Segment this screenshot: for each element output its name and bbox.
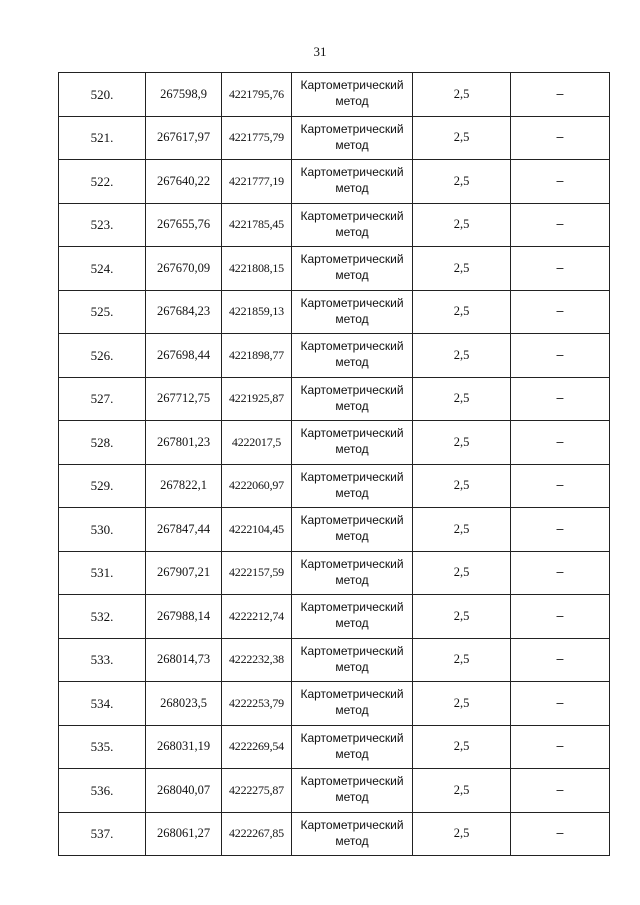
x-coordinate-cell: 268040,07 bbox=[146, 769, 222, 813]
method-cell: Картометрический метод bbox=[292, 551, 413, 595]
accuracy-cell: 2,5 bbox=[413, 638, 511, 682]
note-cell: – bbox=[511, 551, 610, 595]
y-coordinate-cell: 4222017,5 bbox=[222, 421, 292, 465]
y-coordinate-cell: 4221925,87 bbox=[222, 377, 292, 421]
point-number-cell: 533. bbox=[59, 638, 146, 682]
accuracy-cell: 2,5 bbox=[413, 160, 511, 204]
point-number-cell: 532. bbox=[59, 595, 146, 639]
table-row bbox=[59, 421, 610, 465]
note-cell: – bbox=[511, 725, 610, 769]
x-coordinate-cell: 267907,21 bbox=[146, 551, 222, 595]
point-number-cell: 525. bbox=[59, 290, 146, 334]
x-coordinate-cell: 267598,9 bbox=[146, 73, 222, 117]
note-cell: – bbox=[511, 377, 610, 421]
table-row bbox=[59, 377, 610, 421]
table-row bbox=[59, 812, 610, 856]
accuracy-cell: 2,5 bbox=[413, 508, 511, 552]
x-coordinate-cell: 267684,23 bbox=[146, 290, 222, 334]
method-cell: Картометрический метод bbox=[292, 769, 413, 813]
x-coordinate-cell: 267847,44 bbox=[146, 508, 222, 552]
point-number-cell: 535. bbox=[59, 725, 146, 769]
x-coordinate-cell: 267640,22 bbox=[146, 160, 222, 204]
x-coordinate-cell: 268061,27 bbox=[146, 812, 222, 856]
table-row bbox=[59, 247, 610, 291]
y-coordinate-cell: 4222104,45 bbox=[222, 508, 292, 552]
y-coordinate-cell: 4221775,79 bbox=[222, 116, 292, 160]
point-number-cell: 534. bbox=[59, 682, 146, 726]
point-number-cell: 520. bbox=[59, 73, 146, 117]
note-cell: – bbox=[511, 769, 610, 813]
method-cell: Картометрический метод bbox=[292, 247, 413, 291]
accuracy-cell: 2,5 bbox=[413, 421, 511, 465]
note-cell: – bbox=[511, 682, 610, 726]
table-row bbox=[59, 160, 610, 204]
note-cell: – bbox=[511, 290, 610, 334]
y-coordinate-cell: 4222232,38 bbox=[222, 638, 292, 682]
point-number-cell: 531. bbox=[59, 551, 146, 595]
point-number-cell: 521. bbox=[59, 116, 146, 160]
method-cell: Картометрический метод bbox=[292, 508, 413, 552]
method-cell: Картометрический метод bbox=[292, 595, 413, 639]
note-cell: – bbox=[511, 247, 610, 291]
x-coordinate-cell: 267698,44 bbox=[146, 334, 222, 378]
accuracy-cell: 2,5 bbox=[413, 464, 511, 508]
accuracy-cell: 2,5 bbox=[413, 595, 511, 639]
method-cell: Картометрический метод bbox=[292, 290, 413, 334]
accuracy-cell: 2,5 bbox=[413, 377, 511, 421]
table-row bbox=[59, 595, 610, 639]
table-row bbox=[59, 203, 610, 247]
y-coordinate-cell: 4221859,13 bbox=[222, 290, 292, 334]
accuracy-cell: 2,5 bbox=[413, 812, 511, 856]
method-cell: Картометрический метод bbox=[292, 682, 413, 726]
table-row bbox=[59, 551, 610, 595]
y-coordinate-cell: 4221808,15 bbox=[222, 247, 292, 291]
page-number: 31 bbox=[313, 44, 327, 59]
accuracy-cell: 2,5 bbox=[413, 247, 511, 291]
x-coordinate-cell: 267617,97 bbox=[146, 116, 222, 160]
note-cell: – bbox=[511, 508, 610, 552]
point-number-cell: 529. bbox=[59, 464, 146, 508]
y-coordinate-cell: 4222157,59 bbox=[222, 551, 292, 595]
point-number-cell: 537. bbox=[59, 812, 146, 856]
accuracy-cell: 2,5 bbox=[413, 290, 511, 334]
method-cell: Картометрический метод bbox=[292, 638, 413, 682]
method-cell: Картометрический метод bbox=[292, 812, 413, 856]
note-cell: – bbox=[511, 160, 610, 204]
table-row bbox=[59, 508, 610, 552]
coordinates-table bbox=[58, 72, 610, 856]
y-coordinate-cell: 4222253,79 bbox=[222, 682, 292, 726]
y-coordinate-cell: 4222060,97 bbox=[222, 464, 292, 508]
y-coordinate-cell: 4222267,85 bbox=[222, 812, 292, 856]
y-coordinate-cell: 4222269,54 bbox=[222, 725, 292, 769]
x-coordinate-cell: 267822,1 bbox=[146, 464, 222, 508]
x-coordinate-cell: 268031,19 bbox=[146, 725, 222, 769]
table-row bbox=[59, 334, 610, 378]
note-cell: – bbox=[511, 595, 610, 639]
x-coordinate-cell: 267670,09 bbox=[146, 247, 222, 291]
point-number-cell: 536. bbox=[59, 769, 146, 813]
point-number-cell: 522. bbox=[59, 160, 146, 204]
accuracy-cell: 2,5 bbox=[413, 682, 511, 726]
accuracy-cell: 2,5 bbox=[413, 551, 511, 595]
method-cell: Картометрический метод bbox=[292, 464, 413, 508]
table-row bbox=[59, 682, 610, 726]
note-cell: – bbox=[511, 464, 610, 508]
table-row bbox=[59, 464, 610, 508]
x-coordinate-cell: 268014,73 bbox=[146, 638, 222, 682]
note-cell: – bbox=[511, 116, 610, 160]
accuracy-cell: 2,5 bbox=[413, 73, 511, 117]
method-cell: Картометрический метод bbox=[292, 203, 413, 247]
y-coordinate-cell: 4221795,76 bbox=[222, 73, 292, 117]
method-cell: Картометрический метод bbox=[292, 334, 413, 378]
x-coordinate-cell: 267712,75 bbox=[146, 377, 222, 421]
method-cell: Картометрический метод bbox=[292, 73, 413, 117]
table-row bbox=[59, 638, 610, 682]
x-coordinate-cell: 267988,14 bbox=[146, 595, 222, 639]
y-coordinate-cell: 4221898,77 bbox=[222, 334, 292, 378]
y-coordinate-cell: 4221777,19 bbox=[222, 160, 292, 204]
table-row bbox=[59, 290, 610, 334]
accuracy-cell: 2,5 bbox=[413, 725, 511, 769]
x-coordinate-cell: 267655,76 bbox=[146, 203, 222, 247]
y-coordinate-cell: 4221785,45 bbox=[222, 203, 292, 247]
accuracy-cell: 2,5 bbox=[413, 769, 511, 813]
note-cell: – bbox=[511, 812, 610, 856]
table-row bbox=[59, 769, 610, 813]
note-cell: – bbox=[511, 334, 610, 378]
note-cell: – bbox=[511, 421, 610, 465]
y-coordinate-cell: 4222275,87 bbox=[222, 769, 292, 813]
x-coordinate-cell: 267801,23 bbox=[146, 421, 222, 465]
method-cell: Картометрический метод bbox=[292, 377, 413, 421]
point-number-cell: 530. bbox=[59, 508, 146, 552]
note-cell: – bbox=[511, 73, 610, 117]
table-body bbox=[59, 73, 610, 856]
point-number-cell: 528. bbox=[59, 421, 146, 465]
method-cell: Картометрический метод bbox=[292, 421, 413, 465]
accuracy-cell: 2,5 bbox=[413, 203, 511, 247]
method-cell: Картометрический метод bbox=[292, 116, 413, 160]
table-row bbox=[59, 725, 610, 769]
point-number-cell: 526. bbox=[59, 334, 146, 378]
accuracy-cell: 2,5 bbox=[413, 334, 511, 378]
note-cell: – bbox=[511, 638, 610, 682]
y-coordinate-cell: 4222212,74 bbox=[222, 595, 292, 639]
method-cell: Картометрический метод bbox=[292, 160, 413, 204]
note-cell: – bbox=[511, 203, 610, 247]
point-number-cell: 523. bbox=[59, 203, 146, 247]
table-row bbox=[59, 73, 610, 117]
point-number-cell: 527. bbox=[59, 377, 146, 421]
x-coordinate-cell: 268023,5 bbox=[146, 682, 222, 726]
method-cell: Картометрический метод bbox=[292, 725, 413, 769]
accuracy-cell: 2,5 bbox=[413, 116, 511, 160]
table-row bbox=[59, 116, 610, 160]
point-number-cell: 524. bbox=[59, 247, 146, 291]
